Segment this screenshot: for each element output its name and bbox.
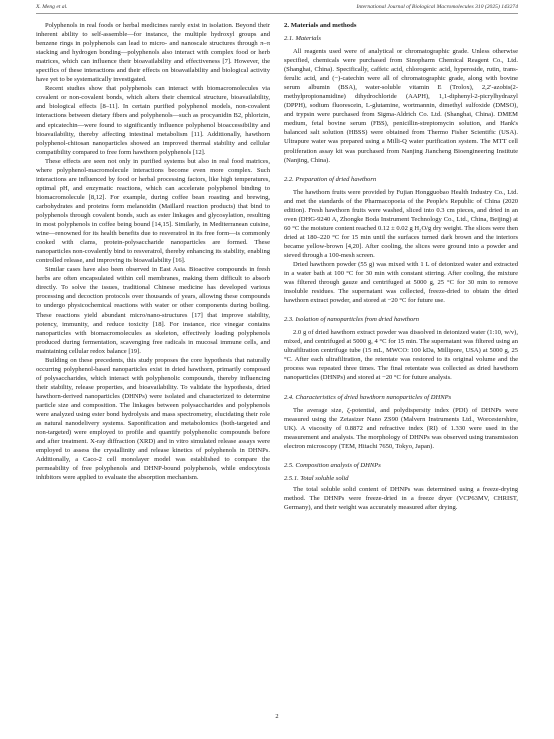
- running-header: [36, 4, 518, 10]
- intro-paragraph: Building on these precedents, this study proposes the core hypothesis that naturally occurring polyphenol-based nanoparticles exist in dried hawthorn, primarily composed of polysaccharides, which interact with polyphenolic compounds, thereby influencing their stability, release properties, and bioavailability. To validate the hypothesis, dried hawthorn-derived nanoparticles (DHNPs) were isolated and characterized to determine particle size and composition. The linkages between polysaccharides and polyphenols were analyzed using ester bond hydrolysis and mass spectrometry, elucidating their role as natural nanodelivery systems. Saponification and metabolomics (both-targeted and non-targeted) were employed to profile and quantify polyphenolic compounds before and after treatment. X-ray diffraction (XRD) and in vitro simulated release assays were employed to assess the crystallinity and release kinetics of polyphenols in DHNPs. Additionally, a Caco-2 cell monolayer model was established to compare the permeability of free polyphenols and DHNP-bound polyphenols, while endocytosis inhibitors were applied to evaluate the absorption mechanism.: [36, 356, 270, 482]
- subsection-heading-composition: 2.5. Composition analysis of DHNPs: [284, 461, 381, 469]
- page-number: 2: [275, 713, 279, 720]
- header-journal: International Journal of Biological Macromolecules 310 (2025) 143274: [356, 4, 518, 10]
- subsection-heading-characteristics: 2.4. Characteristics of dried hawthorn nanoparticles of DHNPs: [284, 393, 452, 401]
- right-column: [284, 21, 518, 512]
- subsection-heading-materials: 2.1. Materials: [284, 35, 321, 42]
- intro-paragraph: Recent studies show that polyphenols can interact with biomacromolecules via covalent or non-covalent bonds, which alters their chemical structure, bioavailability, and biological effects [8–11]. In certain purified polyphenol models, non-covalent interactions between dietary fibers and polyphenols—such as procyanidin B2, phlorizin, and epicatechin—were found to significantly influence polyphenol bioaccessibility and bioavailability, thereby affecting intestinal metabolism [11]. Additionally, hawthorn polyphenol-chitosan nanoparticles showed an improved thermal stability and cellular compatibility compared to free form hawthorn polyphenols [12].: [36, 85, 270, 156]
- materials-paragraph: All reagents used were of analytical or chromatographic grade. Unless otherwise specified, chemicals were purchased from Sinopharm Chemical Reagent Co., Ltd. (Shanghai, China). Specifically, caffeic acid, chlorogenic acid, hyperoside, rutin, trans-ferulic acid, and (−)-catechin were all of chromatographic grade, along with bovine serum albumin (BSA), water-soluble vitamin E (Trolox), 2,2′-azobis(2-methylpropionamidine) dihydrochloride (AAPH), 1,1-diphenyl-2-picrylhydrazyl (DPPH), sodium fluorescein, L-glutamine, wortmannin, dimethyl sulfoxide (DMSO), and trypsin were purchased from Sigma-Aldrich Co. Ltd. (Shanghai, China). DMEM medium, fetal bovine serum (FBS), penicillin-streptomycin solution, and Hank's balanced salt solution (HBSS) were obtained from Thermo Fisher Scientific (USA). Ultrapure water was prepared using a Milli-Q water purification system. The MTT cell proliferation assay kit was purchased from Nanjing Jiancheng Bioengineering Institute (Nanjing, China).: [284, 48, 518, 164]
- solids-paragraph: The total soluble solid content of DHNPs was determined using a freeze-drying method. The DHNPs were freeze-dried in a freeze dryer (VCP63MV, CHRIST, Germany), and their weight was accurately measured after drying.: [284, 485, 518, 511]
- characteristics-paragraph: The average size, ζ-potential, and polydispersity index (PDI) of DHNPs were measured using the Zetasizer Nano ZS90 (Malvern Instruments Ltd., Worcestershire, UK). A viscosity of 0.8872 and refractive index (RI) of 1.330 were used in the measurement and analysis. The morphology of DHNPs was observed using transmission electron microscopy (TEM, Hitachi 7650, Tokyo, Japan).: [284, 406, 518, 450]
- preparation-paragraph: The hawthorn fruits were provided by Fujian Hongguobao Health Industry Co., Ltd. and met the standards of the Pharmacopoeia of the People's Republic of China (2020 edition). Fresh hawthorn fruits were washed, sliced into 0.3 cm pieces, and dried in an oven (DHG-9240 A, Zhongke Boda Instrument Technology Co., Ltd., China, Beijing) at 60 °C the moisture content reached 0.12 ± 0.02 g H₂O/g dry weight. The slices were then dried at 180–220 °C for 15 min until the surfaces turned dark brown and the interiors became yellow-brown [4,20]. After cooling, the slices were ground into a powder and sieved through a 100-mesh screen.: [284, 188, 518, 259]
- preparation-paragraph: Dried hawthorn powder (55 g) was mixed with 1 L of deionized water and extracted in a water bath at 100 °C for 30 min with constant stirring. After cooling, the mixture was filtered through gauze and centrifuged at 5000 g, 25 °C for 30 min to remove insoluble residues. The supernatant was collected, freeze-dried to obtain the dried hawthorn extract powder, and stored at −20 °C for future use.: [284, 260, 518, 305]
- subsection-heading-preparation: 2.2. Preparation of dried hawthorn: [284, 175, 377, 183]
- section-heading-methods: 2. Materials and methods: [284, 22, 357, 29]
- intro-paragraph: These effects are seen not only in purified systems but also in real food matrices, where polyphenol-macromolecule interactions become even more complex. Such interactions are influenced by food or herbal processing factors, like high temperatures, optimal pH, and enzymatic reactions, which can accelerate polyphenol binding to biomacromolecule [8,12]. For example, during coffee bean roasting and brewing, carbohydrates and proteins form melanoidin (Maillard reaction products) that bind to polyphenols through covalent bonds, such as ester linkages and glycosylation, resulting in most polyphenols in coffee being bound [14,15]. Similarly, in Mediterranean cuisine, wine—renowned for its health benefits due to resveratrol in its free form—is commonly cooked with clams, protein-polysaccharide nanoparticles are formed. These nanoparticles non-covalently bind to resveratrol, thereby enhancing its stability, enabling controlled release, and improving its bioavailability [16].: [36, 157, 270, 265]
- isolation-paragraph: 2.0 g of dried hawthorn extract powder was dissolved in deionized water (1:10, w/v), mixed, and centrifuged at 5000 g, 4 °C for 15 min. The supernatant was filtered using an ultrafiltration centrifuge tube (15 mL, MWCO: 100 kDa, Millipore, USA) at 5000 g, 25 °C. After each ultrafiltration, the retentate was restored to its original volume and the process was repeated three times. The final retentate was collected as dried hawthorn nanoparticles (DHNPs) and stored at −20 °C for future analysis.: [284, 329, 518, 382]
- intro-paragraph: Polyphenols in real foods or herbal medicines rarely exist in isolation. Beyond their inherent ability to self-assemble—for instance, the multiple hydroxyl groups and benzene rings in polyphenols can lead to micro- and nanoscale structures through π–π stacking and hydrogen bonding—polyphenols also interact with complex food or herb matrices, which can influence their bioavailability and effectiveness [7]. However, the specifics of these interactions and their effects on bioavailability and biological activity have yet to be systematically investigated.: [36, 22, 270, 84]
- intro-paragraph: Similar cases have also been observed in East Asia. Bioactive compounds in fresh herbs are often encapsulated within cell membranes, making them difficult to absorb directly. To solve the issues, traditional Chinese medicine has developed various processing and decoction protocols over thousands of years, allowing these compounds to undergo physicochemical reactions with water or other components during boiling. These reactions yield abundant micro/nano-structures [17] that improve stability, potency, immunity, and reduce toxicity [18]. For instance, rice vinegar contains nanoparticles with biomacromolecules as skeleton, effectively loading polyphenols produced during fermentation, scavenging free radicals in mucosal immune cells, and maintaining cellular redox balance [19].: [36, 266, 270, 355]
- header-rule: [36, 13, 518, 14]
- left-column: [36, 21, 270, 482]
- subsubsection-heading-solids: 2.5.1. Total soluble solid: [284, 474, 349, 482]
- subsection-heading-isolation: 2.3. Isolation of nanoparticles from dried hawthorn: [284, 316, 420, 324]
- header-authors: X. Meng et al.: [36, 4, 68, 10]
